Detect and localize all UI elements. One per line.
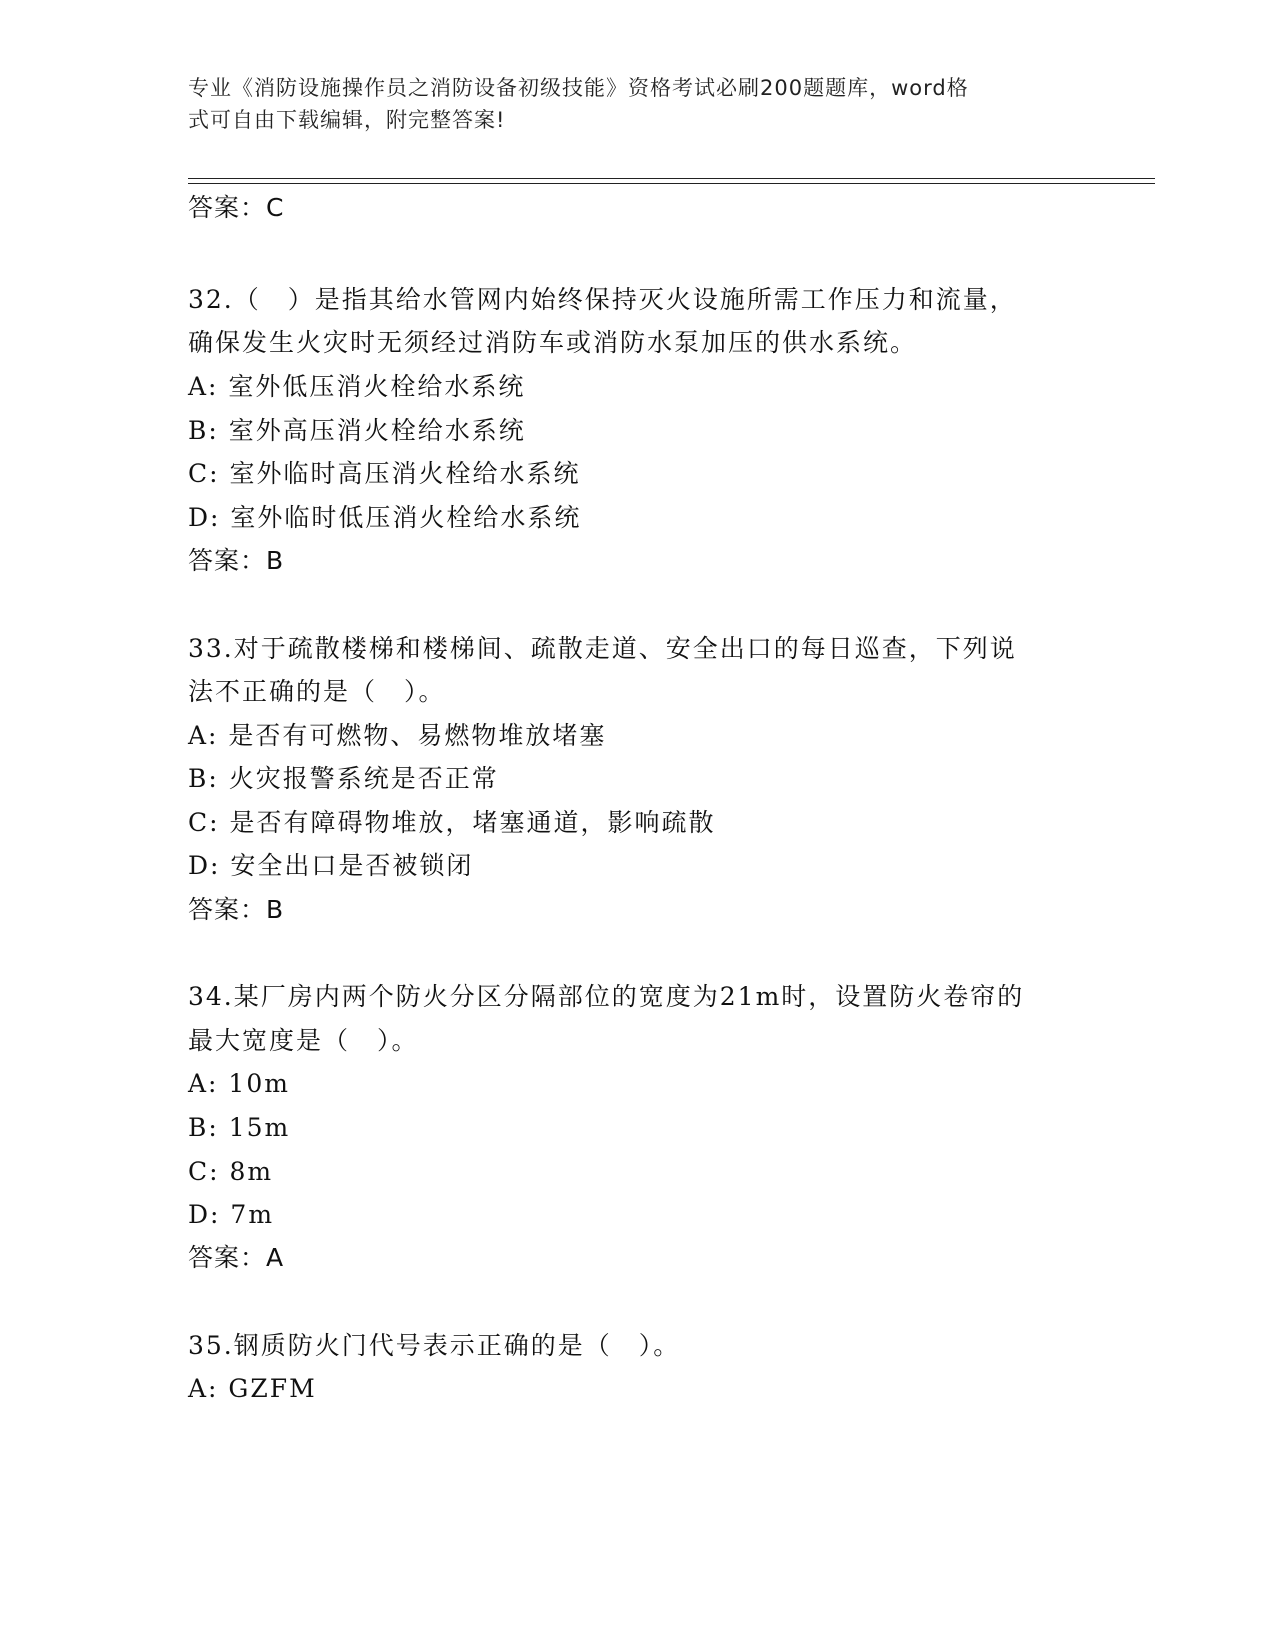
- question-34-stem-line-1: 34.某厂房内两个防火分区分隔部位的宽度为21m时，设置防火卷帘的: [188, 982, 1025, 1011]
- question-32-option-b: B: 室外高压消火栓给水系统: [188, 416, 526, 445]
- question-34-option-b: B: 15m: [188, 1113, 291, 1142]
- question-32-option-c: C: 室外临时高压消火栓给水系统: [188, 459, 581, 488]
- question-34-option-c: C: 8m: [188, 1157, 274, 1186]
- answer-33: 答案：B: [188, 895, 285, 924]
- question-32-stem-line-2: 确保发生火灾时无须经过消防车或消防水泵加压的供水系统。: [188, 328, 918, 357]
- header-line-1: 专业《消防设施操作员之消防设备初级技能》资格考试必刷200题题库，word格: [188, 76, 969, 100]
- question-34-option-d: D: 7m: [188, 1200, 275, 1229]
- answer-32: 答案：B: [188, 546, 285, 575]
- question-32-option-a: A: 室外低压消火栓给水系统: [188, 372, 526, 401]
- question-32-option-d: D: 室外临时低压消火栓给水系统: [188, 503, 582, 532]
- header-line-2: 式可自由下载编辑，附完整答案!: [188, 108, 506, 132]
- question-34-stem-line-2: 最大宽度是（ ）。: [188, 1026, 419, 1055]
- header-divider-bottom: [188, 183, 1155, 184]
- question-33-option-a: A: 是否有可燃物、易燃物堆放堵塞: [188, 721, 607, 750]
- question-32-stem-line-1: 32.（ ）是指其给水管网内始终保持灭火设施所需工作压力和流量，: [188, 285, 1017, 314]
- question-33-option-b: B: 火灾报警系统是否正常: [188, 764, 499, 793]
- document-header: [188, 72, 1068, 136]
- question-35-stem-line-1: 35.钢质防火门代号表示正确的是（ ）。: [188, 1331, 681, 1360]
- question-33-option-c: C: 是否有障碍物堆放，堵塞通道，影响疏散: [188, 808, 716, 837]
- question-35-option-a: A: GZFM: [188, 1374, 317, 1403]
- question-33-stem-line-2: 法不正确的是（ ）。: [188, 677, 446, 706]
- answer-34: 答案：A: [188, 1243, 285, 1272]
- question-34-option-a: A: 10m: [188, 1069, 290, 1098]
- header-divider-top: [188, 178, 1155, 179]
- question-33-option-d: D: 安全出口是否被锁闭: [188, 851, 474, 880]
- answer-31: 答案：C: [188, 193, 285, 222]
- question-33-stem-line-1: 33.对于疏散楼梯和楼梯间、疏散走道、安全出口的每日巡查，下列说: [188, 634, 1017, 663]
